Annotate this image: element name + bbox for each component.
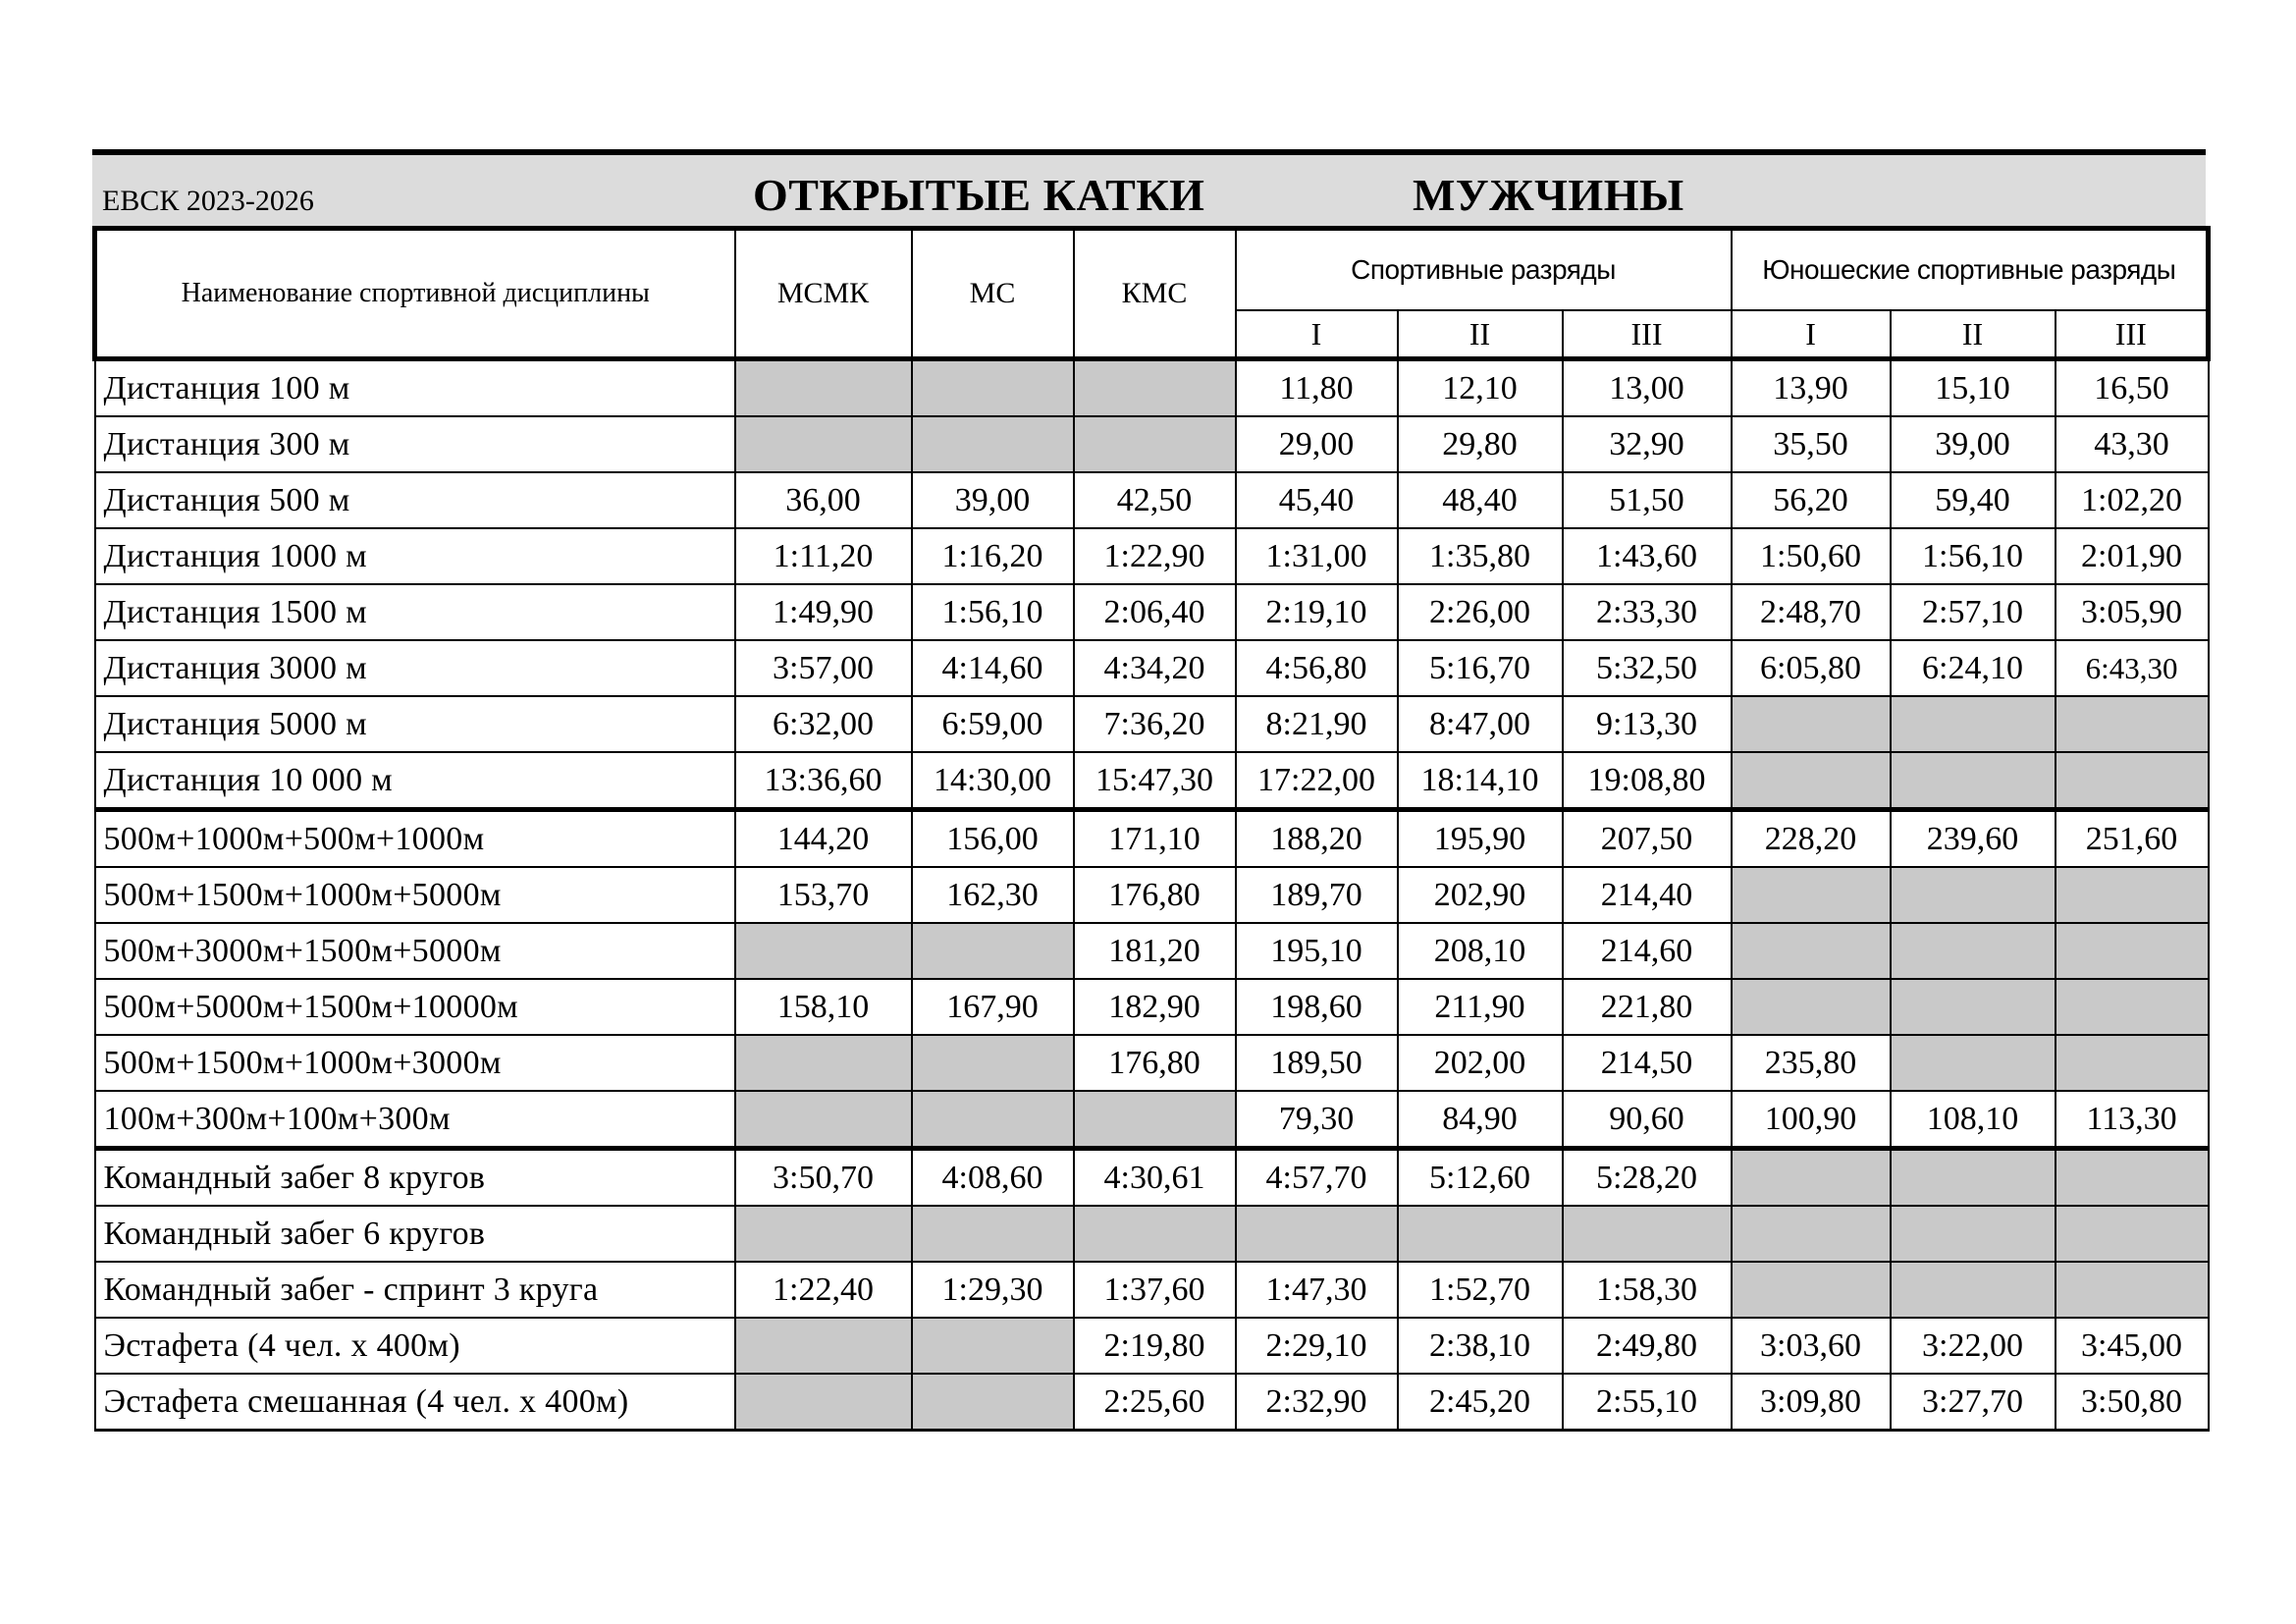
- table-row: [95, 1035, 2209, 1091]
- standard-value: 100,90: [1732, 1091, 1891, 1149]
- empty-cell: [1891, 923, 2056, 979]
- discipline-name: Командный забег 6 кругов: [95, 1206, 735, 1262]
- standard-value: 195,90: [1398, 810, 1563, 868]
- standard-value: 1:56,10: [1891, 528, 2056, 584]
- empty-cell: [912, 1318, 1074, 1374]
- empty-cell: [1074, 1091, 1236, 1149]
- standard-value: 3:57,00: [735, 640, 912, 696]
- table-header: [95, 229, 2209, 359]
- empty-cell: [1074, 416, 1236, 472]
- standard-value: 144,20: [735, 810, 912, 868]
- empty-cell: [1891, 1035, 2056, 1091]
- empty-cell: [912, 416, 1074, 472]
- standard-value: 5:16,70: [1398, 640, 1563, 696]
- empty-cell: [2056, 1149, 2209, 1207]
- empty-cell: [1236, 1206, 1398, 1262]
- standard-value: 84,90: [1398, 1091, 1563, 1149]
- standard-value: 56,20: [1732, 472, 1891, 528]
- standards-sheet: [92, 149, 2206, 1432]
- standard-value: 5:12,60: [1398, 1149, 1563, 1207]
- rank-header-ms: МС: [912, 229, 1074, 359]
- empty-cell: [1732, 696, 1891, 752]
- empty-cell: [912, 1374, 1074, 1431]
- standard-value: 2:29,10: [1236, 1318, 1398, 1374]
- standard-value: 228,20: [1732, 810, 1891, 868]
- standard-value: 3:22,00: [1891, 1318, 2056, 1374]
- standard-value: 214,40: [1563, 867, 1732, 923]
- standard-value: 90,60: [1563, 1091, 1732, 1149]
- table-row: [95, 472, 2209, 528]
- standard-value: 7:36,20: [1074, 696, 1236, 752]
- standard-value: 1:31,00: [1236, 528, 1398, 584]
- discipline-name: 500м+3000м+1500м+5000м: [95, 923, 735, 979]
- discipline-name: Дистанция 5000 м: [95, 696, 735, 752]
- empty-cell: [1732, 1262, 1891, 1318]
- empty-cell: [2056, 1262, 2209, 1318]
- table-body: [95, 359, 2209, 1431]
- standard-value: 32,90: [1563, 416, 1732, 472]
- standard-value: 189,70: [1236, 867, 1398, 923]
- table-row: [95, 1206, 2209, 1262]
- sub-header-youth-3: III: [2056, 310, 2209, 359]
- standard-value: 3:50,80: [2056, 1374, 2209, 1431]
- discipline-name: Дистанция 10 000 м: [95, 752, 735, 810]
- empty-cell: [1074, 1206, 1236, 1262]
- standard-value: 1:11,20: [735, 528, 912, 584]
- standard-value: 2:45,20: [1398, 1374, 1563, 1431]
- standard-value: 1:49,90: [735, 584, 912, 640]
- empty-cell: [2056, 923, 2209, 979]
- sport-ranks-header: Спортивные разряды: [1236, 229, 1732, 311]
- standard-value: 1:47,30: [1236, 1262, 1398, 1318]
- sub-header-sport-2: II: [1398, 310, 1563, 359]
- standard-value: 176,80: [1074, 867, 1236, 923]
- standard-value: 12,10: [1398, 359, 1563, 417]
- empty-cell: [735, 1035, 912, 1091]
- empty-cell: [2056, 867, 2209, 923]
- discipline-name: Дистанция 1500 м: [95, 584, 735, 640]
- standard-value: 189,50: [1236, 1035, 1398, 1091]
- standard-value: 1:50,60: [1732, 528, 1891, 584]
- standard-value: 2:19,10: [1236, 584, 1398, 640]
- standard-value: 6:43,30: [2056, 640, 2209, 696]
- empty-cell: [1891, 696, 2056, 752]
- empty-cell: [912, 923, 1074, 979]
- table-row: [95, 1318, 2209, 1374]
- table-row: [95, 1091, 2209, 1149]
- standard-value: 239,60: [1891, 810, 2056, 868]
- standard-value: 2:26,00: [1398, 584, 1563, 640]
- empty-cell: [2056, 696, 2209, 752]
- standard-value: 13,90: [1732, 359, 1891, 417]
- standard-value: 48,40: [1398, 472, 1563, 528]
- sub-header-youth-2: II: [1891, 310, 2056, 359]
- gender-title: МУЖЧИНЫ: [1413, 170, 1684, 220]
- empty-cell: [1732, 752, 1891, 810]
- discipline-name: 100м+300м+100м+300м: [95, 1091, 735, 1149]
- empty-cell: [1891, 752, 2056, 810]
- page-title: ОТКРЫТЫЕ КАТКИ: [753, 170, 1205, 220]
- standard-value: 2:57,10: [1891, 584, 2056, 640]
- standard-value: 1:37,60: [1074, 1262, 1236, 1318]
- standard-value: 6:59,00: [912, 696, 1074, 752]
- empty-cell: [1732, 979, 1891, 1035]
- standard-value: 158,10: [735, 979, 912, 1035]
- standard-value: 43,30: [2056, 416, 2209, 472]
- standard-value: 4:14,60: [912, 640, 1074, 696]
- standard-value: 29,00: [1236, 416, 1398, 472]
- standard-value: 195,10: [1236, 923, 1398, 979]
- discipline-name: Дистанция 500 м: [95, 472, 735, 528]
- standard-value: 39,00: [1891, 416, 2056, 472]
- sub-header-sport-1: I: [1236, 310, 1398, 359]
- standard-value: 3:05,90: [2056, 584, 2209, 640]
- standard-value: 3:45,00: [2056, 1318, 2209, 1374]
- standard-value: 79,30: [1236, 1091, 1398, 1149]
- standard-value: 1:02,20: [2056, 472, 2209, 528]
- standard-value: 4:30,61: [1074, 1149, 1236, 1207]
- table-row: [95, 696, 2209, 752]
- sub-header-sport-3: III: [1563, 310, 1732, 359]
- standard-value: 1:29,30: [912, 1262, 1074, 1318]
- empty-cell: [1398, 1206, 1563, 1262]
- empty-cell: [1732, 867, 1891, 923]
- standard-value: 15,10: [1891, 359, 2056, 417]
- discipline-name: 500м+1500м+1000м+5000м: [95, 867, 735, 923]
- standard-value: 6:32,00: [735, 696, 912, 752]
- standard-value: 2:01,90: [2056, 528, 2209, 584]
- empty-cell: [1732, 1206, 1891, 1262]
- table-row: [95, 867, 2209, 923]
- empty-cell: [1074, 359, 1236, 417]
- standard-value: 14:30,00: [912, 752, 1074, 810]
- empty-cell: [2056, 979, 2209, 1035]
- empty-cell: [735, 416, 912, 472]
- rank-header-kms: КМС: [1074, 229, 1236, 359]
- standard-value: 211,90: [1398, 979, 1563, 1035]
- discipline-name: Эстафета (4 чел. х 400м): [95, 1318, 735, 1374]
- table-row: [95, 528, 2209, 584]
- standard-value: 1:52,70: [1398, 1262, 1563, 1318]
- standard-value: 4:57,70: [1236, 1149, 1398, 1207]
- discipline-header: Наименование спортивной дисциплины: [95, 229, 735, 359]
- standard-value: 2:38,10: [1398, 1318, 1563, 1374]
- table-row: [95, 1262, 2209, 1318]
- empty-cell: [735, 923, 912, 979]
- standard-value: 8:21,90: [1236, 696, 1398, 752]
- empty-cell: [912, 1091, 1074, 1149]
- empty-cell: [1891, 867, 2056, 923]
- standard-value: 156,00: [912, 810, 1074, 868]
- discipline-name: 500м+5000м+1500м+10000м: [95, 979, 735, 1035]
- table-row: [95, 752, 2209, 810]
- standard-value: 35,50: [1732, 416, 1891, 472]
- discipline-name: Дистанция 1000 м: [95, 528, 735, 584]
- discipline-name: Дистанция 100 м: [95, 359, 735, 417]
- standard-value: 202,00: [1398, 1035, 1563, 1091]
- standard-value: 1:16,20: [912, 528, 1074, 584]
- standard-value: 153,70: [735, 867, 912, 923]
- standard-value: 3:03,60: [1732, 1318, 1891, 1374]
- standard-value: 1:35,80: [1398, 528, 1563, 584]
- empty-cell: [2056, 752, 2209, 810]
- discipline-name: Эстафета смешанная (4 чел. х 400м): [95, 1374, 735, 1431]
- empty-cell: [1732, 923, 1891, 979]
- standard-value: 1:56,10: [912, 584, 1074, 640]
- standard-value: 8:47,00: [1398, 696, 1563, 752]
- standard-value: 182,90: [1074, 979, 1236, 1035]
- standard-value: 2:25,60: [1074, 1374, 1236, 1431]
- empty-cell: [1563, 1206, 1732, 1262]
- standards-table: [92, 226, 2211, 1432]
- empty-cell: [735, 1374, 912, 1431]
- standard-value: 15:47,30: [1074, 752, 1236, 810]
- standard-value: 59,40: [1891, 472, 2056, 528]
- standard-value: 29,80: [1398, 416, 1563, 472]
- standard-value: 1:22,90: [1074, 528, 1236, 584]
- standard-value: 45,40: [1236, 472, 1398, 528]
- standard-value: 171,10: [1074, 810, 1236, 868]
- empty-cell: [1891, 1262, 2056, 1318]
- standard-value: 188,20: [1236, 810, 1398, 868]
- standard-value: 251,60: [2056, 810, 2209, 868]
- standard-value: 167,90: [912, 979, 1074, 1035]
- table-row: [95, 810, 2209, 868]
- standard-value: 13,00: [1563, 359, 1732, 417]
- empty-cell: [735, 1318, 912, 1374]
- standard-value: 5:28,20: [1563, 1149, 1732, 1207]
- standard-value: 1:43,60: [1563, 528, 1732, 584]
- standard-value: 6:24,10: [1891, 640, 2056, 696]
- table-row: [95, 1374, 2209, 1431]
- standard-value: 2:06,40: [1074, 584, 1236, 640]
- table-row: [95, 416, 2209, 472]
- header-banner: [92, 155, 2206, 226]
- standard-value: 221,80: [1563, 979, 1732, 1035]
- discipline-name: Командный забег 8 кругов: [95, 1149, 735, 1207]
- empty-cell: [735, 359, 912, 417]
- rank-header-msmk: МСМК: [735, 229, 912, 359]
- standard-value: 113,30: [2056, 1091, 2209, 1149]
- standard-value: 2:19,80: [1074, 1318, 1236, 1374]
- standard-value: 1:58,30: [1563, 1262, 1732, 1318]
- discipline-name: Командный забег - спринт 3 круга: [95, 1262, 735, 1318]
- empty-cell: [1891, 1206, 2056, 1262]
- standard-value: 36,00: [735, 472, 912, 528]
- standard-value: 235,80: [1732, 1035, 1891, 1091]
- standard-value: 5:32,50: [1563, 640, 1732, 696]
- standard-value: 3:50,70: [735, 1149, 912, 1207]
- discipline-name: 500м+1000м+500м+1000м: [95, 810, 735, 868]
- table-row: [95, 923, 2209, 979]
- standard-value: 4:08,60: [912, 1149, 1074, 1207]
- discipline-name: 500м+1500м+1000м+3000м: [95, 1035, 735, 1091]
- standard-value: 1:22,40: [735, 1262, 912, 1318]
- discipline-name: Дистанция 300 м: [95, 416, 735, 472]
- standard-value: 3:09,80: [1732, 1374, 1891, 1431]
- empty-cell: [912, 359, 1074, 417]
- discipline-name: Дистанция 3000 м: [95, 640, 735, 696]
- empty-cell: [912, 1035, 1074, 1091]
- table-row: [95, 640, 2209, 696]
- standard-value: 162,30: [912, 867, 1074, 923]
- standard-value: 2:32,90: [1236, 1374, 1398, 1431]
- standard-value: 176,80: [1074, 1035, 1236, 1091]
- standard-value: 198,60: [1236, 979, 1398, 1035]
- standard-value: 9:13,30: [1563, 696, 1732, 752]
- empty-cell: [1891, 1149, 2056, 1207]
- empty-cell: [735, 1091, 912, 1149]
- standard-value: 108,10: [1891, 1091, 2056, 1149]
- empty-cell: [735, 1206, 912, 1262]
- standard-value: 2:48,70: [1732, 584, 1891, 640]
- empty-cell: [912, 1206, 1074, 1262]
- empty-cell: [1891, 979, 2056, 1035]
- standard-value: 4:34,20: [1074, 640, 1236, 696]
- empty-cell: [2056, 1035, 2209, 1091]
- standard-value: 207,50: [1563, 810, 1732, 868]
- standard-value: 3:27,70: [1891, 1374, 2056, 1431]
- standard-value: 4:56,80: [1236, 640, 1398, 696]
- table-row: [95, 979, 2209, 1035]
- standard-value: 214,50: [1563, 1035, 1732, 1091]
- table-row: [95, 584, 2209, 640]
- standard-value: 39,00: [912, 472, 1074, 528]
- standard-value: 208,10: [1398, 923, 1563, 979]
- empty-cell: [2056, 1206, 2209, 1262]
- standard-value: 42,50: [1074, 472, 1236, 528]
- standard-value: 18:14,10: [1398, 752, 1563, 810]
- standard-value: 2:33,30: [1563, 584, 1732, 640]
- table-row: [95, 1149, 2209, 1207]
- standard-value: 13:36,60: [735, 752, 912, 810]
- standard-value: 51,50: [1563, 472, 1732, 528]
- standard-code: ЕВСК 2023-2026: [102, 185, 314, 217]
- standard-value: 2:49,80: [1563, 1318, 1732, 1374]
- standard-value: 16,50: [2056, 359, 2209, 417]
- standard-value: 2:55,10: [1563, 1374, 1732, 1431]
- sub-header-youth-1: I: [1732, 310, 1891, 359]
- standard-value: 202,90: [1398, 867, 1563, 923]
- table-row: [95, 359, 2209, 417]
- standard-value: 17:22,00: [1236, 752, 1398, 810]
- standard-value: 6:05,80: [1732, 640, 1891, 696]
- standard-value: 11,80: [1236, 359, 1398, 417]
- standard-value: 19:08,80: [1563, 752, 1732, 810]
- empty-cell: [1732, 1149, 1891, 1207]
- youth-ranks-header: Юношеские спортивные разряды: [1732, 229, 2209, 311]
- standard-value: 181,20: [1074, 923, 1236, 979]
- standard-value: 214,60: [1563, 923, 1732, 979]
